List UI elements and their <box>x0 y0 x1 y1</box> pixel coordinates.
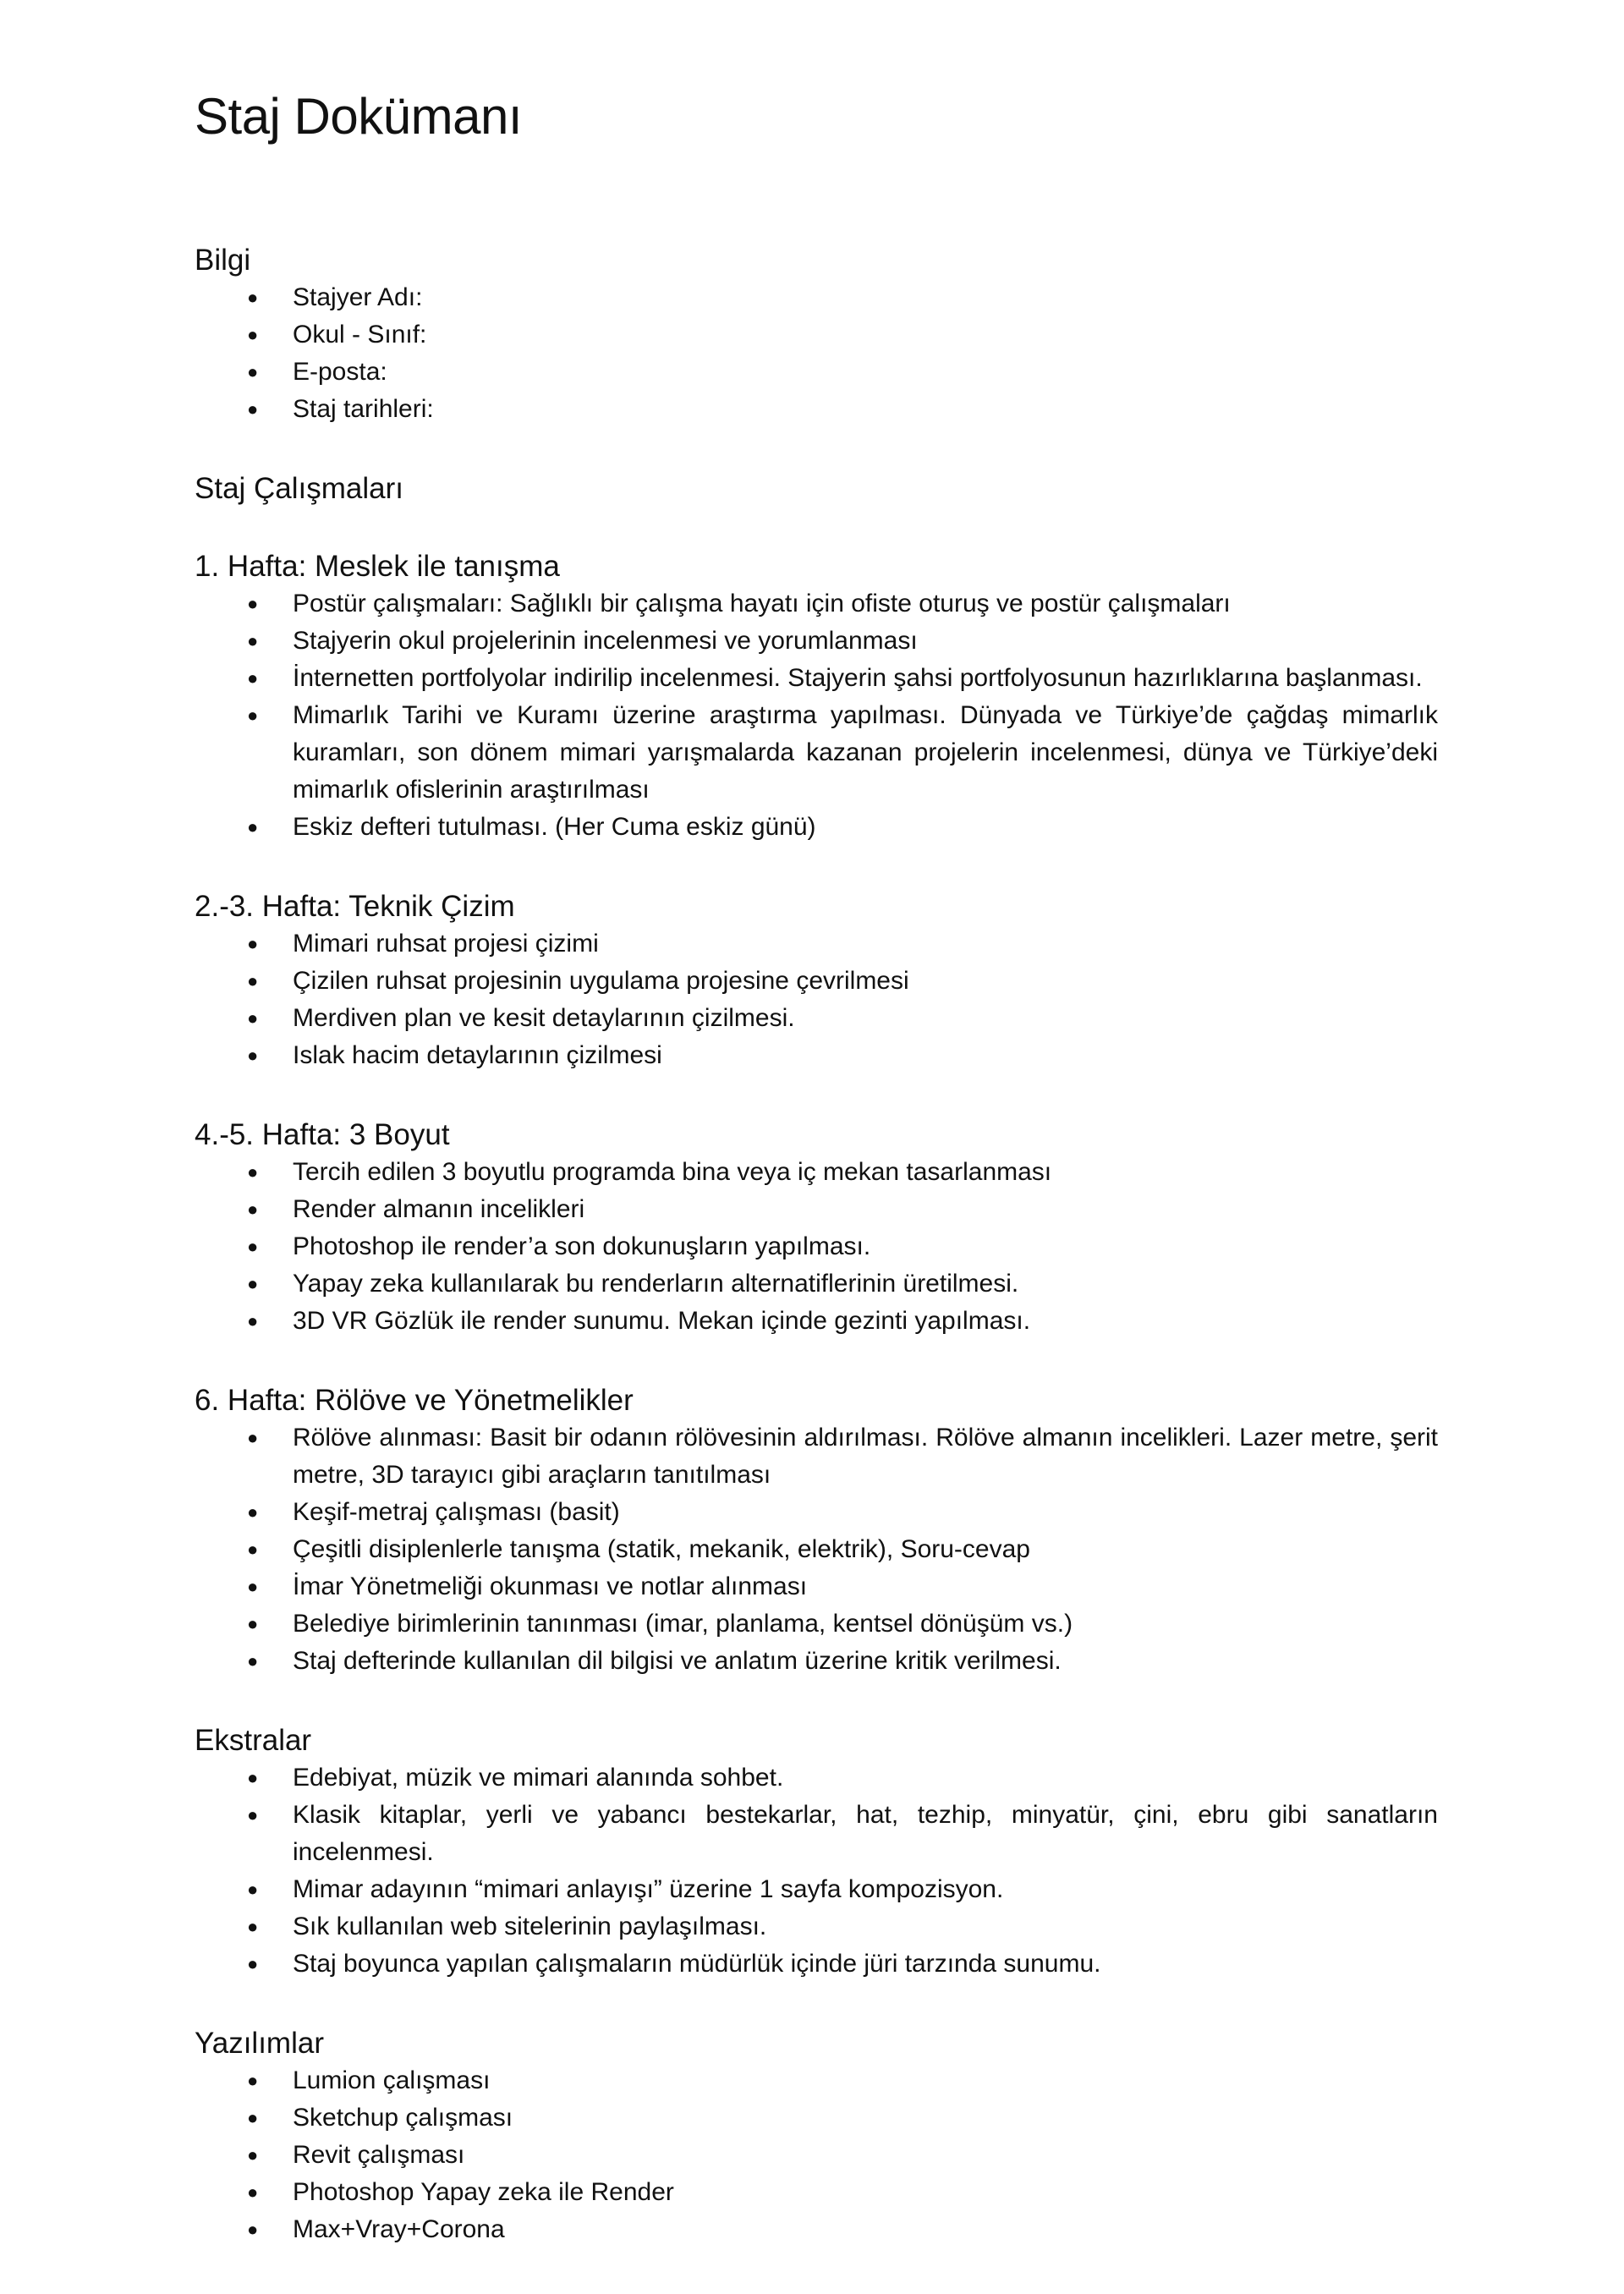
bullet-icon: ● <box>247 1161 259 1183</box>
bullet-icon: ● <box>247 324 259 345</box>
section-heading-staj-calismalari: Staj Çalışmaları <box>195 472 404 505</box>
section-heading-week-2-3: 2.-3. Hafta: Teknik Çizim <box>195 890 515 923</box>
list-item: ● Islak hacim detaylarının çizilmesi <box>195 1037 1438 1074</box>
list-item: ● Merdiven plan ve kesit detaylarının çizilmesi. <box>195 1000 1438 1037</box>
bullet-icon: ● <box>247 1199 259 1220</box>
yazilimlar-list <box>195 2062 1438 2248</box>
bullet-icon: ● <box>247 1310 259 1331</box>
bilgi-list <box>195 279 1438 428</box>
section-heading-yazilimlar: Yazılımlar <box>195 2027 324 2060</box>
week-2-3-list <box>195 925 1438 1074</box>
list-item: ● İmar Yönetmeliği okunması ve notlar alınması <box>195 1568 1438 1605</box>
bullet-icon: ● <box>247 398 259 420</box>
list-item: ● Mimar adayının “mimari anlayışı” üzerine 1 sayfa kompozisyon. <box>195 1871 1438 1908</box>
list-item: ● Edebiyat, müzik ve mimari alanında sohbet. <box>195 1759 1438 1797</box>
list-item: ● İnternetten portfolyolar indirilip incelenmesi. Stajyerin şahsi portfolyosunun hazırlıklarına başlanması. <box>195 660 1438 697</box>
bullet-icon: ● <box>247 1236 259 1257</box>
section-heading-week-6: 6. Hafta: Rölöve ve Yönetmelikler <box>195 1384 634 1417</box>
bullet-icon: ● <box>247 1804 259 1825</box>
list-item: ● Mimarlık Tarihi ve Kuramı üzerine araştırma yapılması. Dünyada ve Türkiye’de çağdaş mimarlık kuramları, son dönem mimari yarışmalarda kazanan projelerin incelenmesi, dünya ve Türkiye’deki mimarlık ofislerinin araştırılması <box>195 697 1438 809</box>
list-item: ● Render almanın incelikleri <box>195 1191 1438 1228</box>
list-item: ● Photoshop ile render’a son dokunuşların yapılması. <box>195 1228 1438 1265</box>
list-item: ● Staj boyunca yapılan çalışmaların müdürlük içinde jüri tarzında sunumu. <box>195 1946 1438 1983</box>
list-item: ● Keşif-metraj çalışması (basit) <box>195 1494 1438 1531</box>
bullet-icon: ● <box>247 816 259 837</box>
list-item: ● 3D VR Gözlük ile render sunumu. Mekan içinde gezinti yapılması. <box>195 1303 1438 1340</box>
list-item: ● E-posta: <box>195 354 1438 391</box>
bullet-icon: ● <box>247 1767 259 1788</box>
list-item: ● Okul - Sınıf: <box>195 316 1438 354</box>
section-heading-ekstralar: Ekstralar <box>195 1724 312 1757</box>
bullet-icon: ● <box>247 1273 259 1294</box>
list-item: ● Photoshop Yapay zeka ile Render <box>195 2174 1438 2211</box>
bullet-icon: ● <box>247 361 259 382</box>
list-item: ● Lumion çalışması <box>195 2062 1438 2099</box>
list-item: ● Belediye birimlerinin tanınması (imar, planlama, kentsel dönüşüm vs.) <box>195 1605 1438 1643</box>
bullet-icon: ● <box>247 1916 259 1937</box>
list-item: ● Çizilen ruhsat projesinin uygulama projesine çevrilmesi <box>195 963 1438 1000</box>
bullet-icon: ● <box>247 1427 259 1448</box>
list-item: ● Sketchup çalışması <box>195 2099 1438 2137</box>
bullet-icon: ● <box>247 1613 259 1634</box>
week-1-list <box>195 585 1438 846</box>
bullet-icon: ● <box>247 2107 259 2128</box>
bullet-icon: ● <box>247 1539 259 1560</box>
bullet-icon: ● <box>247 933 259 954</box>
bullet-icon: ● <box>247 593 259 614</box>
list-item: ● Sık kullanılan web sitelerinin paylaşılması. <box>195 1908 1438 1946</box>
list-item: ● Çeşitli disiplenlerle tanışma (statik, mekanik, elektrik), Soru-cevap <box>195 1531 1438 1568</box>
list-item: ● Mimari ruhsat projesi çizimi <box>195 925 1438 963</box>
list-item: ● Postür çalışmaları: Sağlıklı bir çalışma hayatı için ofiste oturuş ve postür çalışmaları <box>195 585 1438 623</box>
bullet-icon: ● <box>247 1501 259 1523</box>
bullet-icon: ● <box>247 630 259 651</box>
section-heading-bilgi: Bilgi <box>195 244 251 277</box>
bullet-icon: ● <box>247 1879 259 1900</box>
list-item: ● Rölöve alınması: Basit bir odanın rölövesinin aldırılması. Rölöve almanın incelikleri. Lazer metre, şerit metre, 3D tarayıcı gibi araçların tanıtılması <box>195 1419 1438 1494</box>
list-item: ● Klasik kitaplar, yerli ve yabancı bestekarlar, hat, tezhip, minyatür, çini, ebru gibi sanatların incelenmesi. <box>195 1797 1438 1871</box>
bullet-icon: ● <box>247 1045 259 1066</box>
bullet-icon: ● <box>247 705 259 726</box>
bullet-icon: ● <box>247 970 259 991</box>
bullet-icon: ● <box>247 1576 259 1597</box>
bullet-icon: ● <box>247 1007 259 1029</box>
bullet-icon: ● <box>247 1650 259 1671</box>
list-item: ● Yapay zeka kullanılarak bu renderların alternatiflerinin üretilmesi. <box>195 1265 1438 1303</box>
list-item: ● Max+Vray+Corona <box>195 2211 1438 2248</box>
list-item: ● Stajyerin okul projelerinin incelenmesi ve yorumlanması <box>195 623 1438 660</box>
list-item: ● Stajyer Adı: <box>195 279 1438 316</box>
week-4-5-list <box>195 1154 1438 1340</box>
section-heading-week-4-5: 4.-5. Hafta: 3 Boyut <box>195 1118 450 1151</box>
bullet-icon: ● <box>247 2219 259 2240</box>
bullet-icon: ● <box>247 667 259 689</box>
bullet-icon: ● <box>247 287 259 308</box>
list-item: ● Revit çalışması <box>195 2137 1438 2174</box>
bullet-icon: ● <box>247 2181 259 2203</box>
ekstralar-list <box>195 1759 1438 1983</box>
document-page <box>195 81 1438 2248</box>
bullet-icon: ● <box>247 2144 259 2165</box>
document-title: Staj Dokümanı <box>195 88 523 145</box>
list-item: ● Staj tarihleri: <box>195 391 1438 428</box>
section-heading-week-1: 1. Hafta: Meslek ile tanışma <box>195 550 560 583</box>
bullet-icon: ● <box>247 2070 259 2091</box>
list-item: ● Staj defterinde kullanılan dil bilgisi ve anlatım üzerine kritik verilmesi. <box>195 1643 1438 1680</box>
list-item: ● Tercih edilen 3 boyutlu programda bina veya iç mekan tasarlanması <box>195 1154 1438 1191</box>
week-6-list <box>195 1419 1438 1680</box>
list-item: ● Eskiz defteri tutulması. (Her Cuma eskiz günü) <box>195 809 1438 846</box>
bullet-icon: ● <box>247 1953 259 1974</box>
